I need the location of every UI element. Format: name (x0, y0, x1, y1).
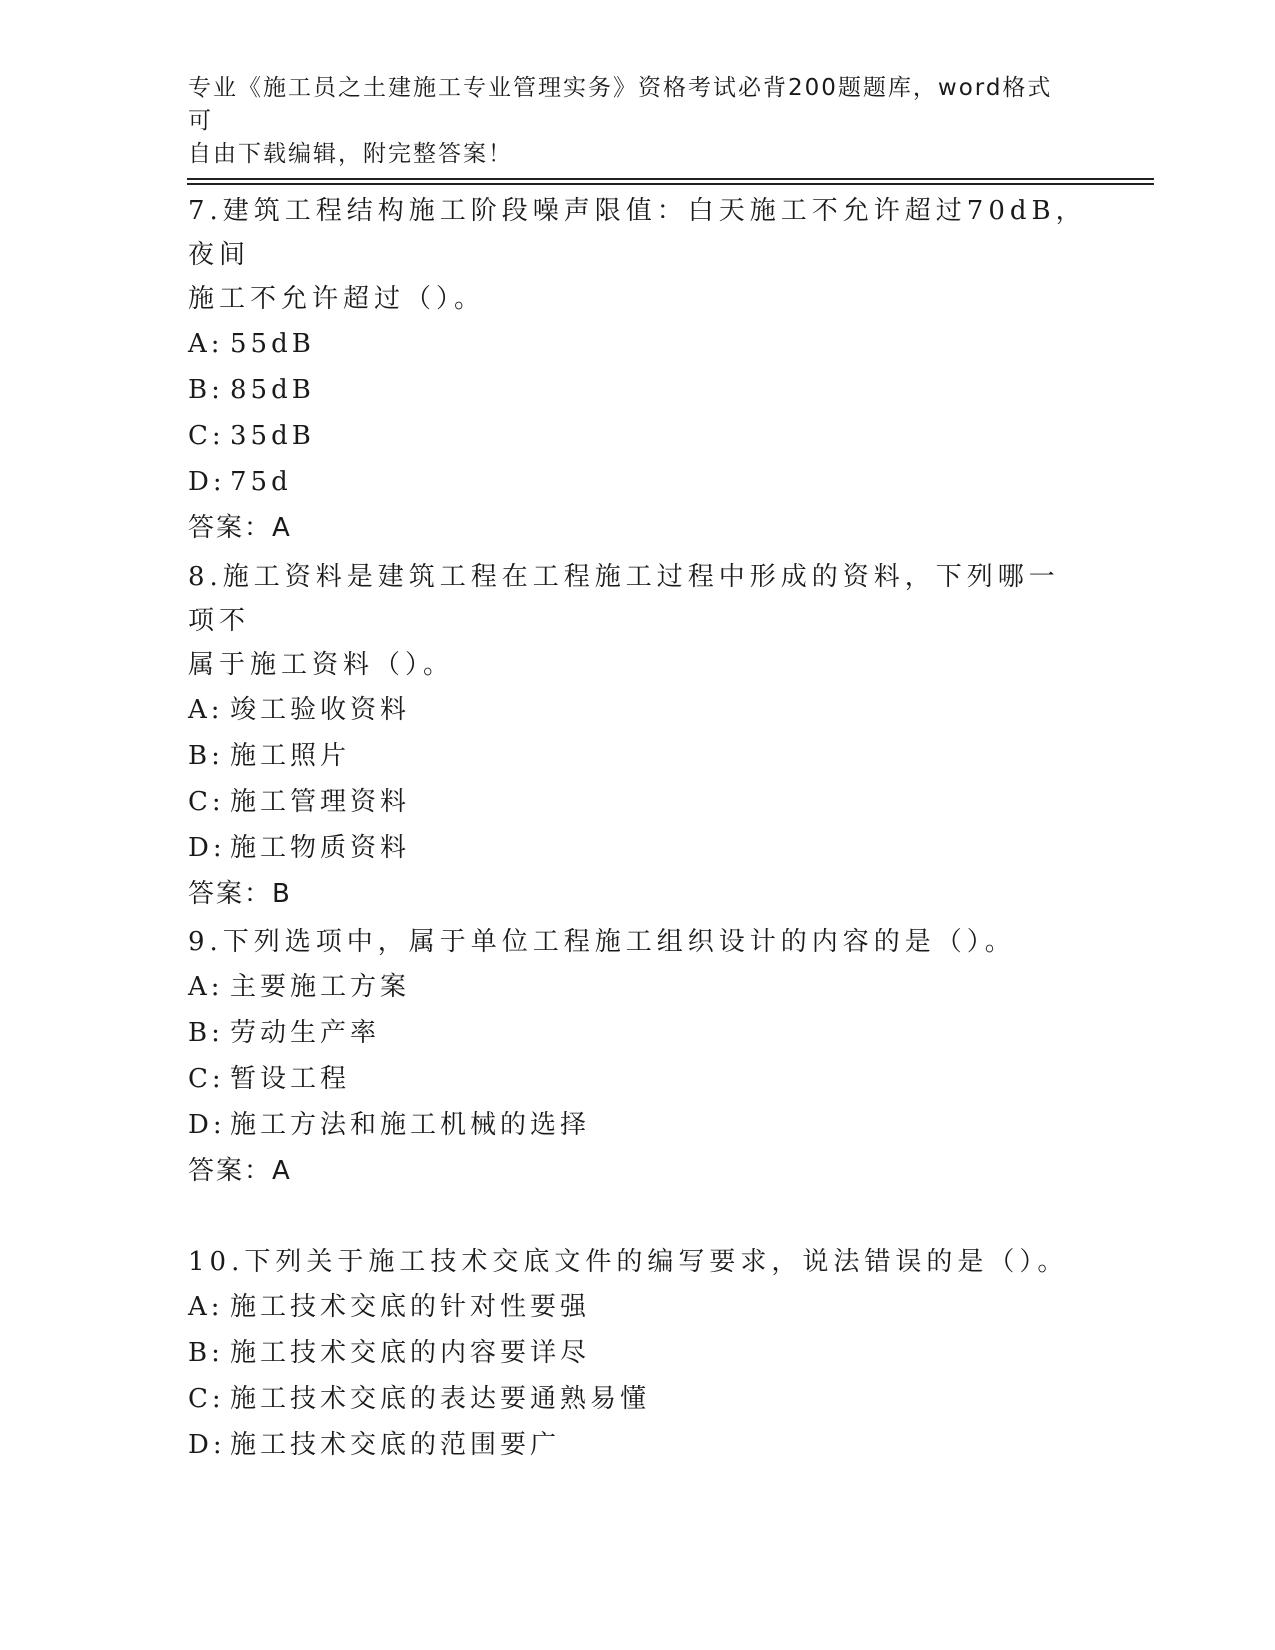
option-d (188, 825, 1088, 871)
option-key: B: (188, 1338, 224, 1368)
header-divider-bottom (187, 183, 1154, 185)
option-key: A: (188, 1292, 224, 1322)
header-line-2: 自由下载编辑，附完整答案！ (188, 141, 513, 167)
option-c (188, 779, 1088, 825)
option-b (188, 1330, 1088, 1376)
option-c (188, 1376, 1088, 1422)
option-key: A: (188, 695, 224, 725)
question-stem: 7.建筑工程结构施工阶段噪声限值：白天施工不允许超过70dB，夜间 (188, 196, 1087, 270)
option-text: 劳动生产率 (230, 1018, 381, 1048)
option-text: 55dB (230, 329, 315, 359)
option-b (188, 733, 1088, 779)
option-key: A: (188, 329, 224, 359)
option-text: 施工技术交底的表达要通熟易懂 (230, 1384, 651, 1414)
option-d (188, 459, 1088, 505)
option-b (188, 1010, 1088, 1056)
option-text: 85dB (230, 375, 315, 405)
option-text: 35dB (230, 421, 315, 451)
option-a (188, 964, 1088, 1010)
option-text: 施工管理资料 (230, 787, 411, 817)
option-key: B: (188, 741, 224, 771)
option-text: 竣工验收资料 (230, 695, 411, 725)
option-c (188, 413, 1088, 459)
header-divider-top (187, 178, 1154, 180)
option-text: 施工技术交底的范围要广 (230, 1430, 561, 1460)
option-key: C: (188, 421, 225, 451)
option-key: D: (188, 833, 226, 863)
answer: 答案：A (188, 513, 292, 543)
option-key: A: (188, 972, 224, 1002)
option-c (188, 1056, 1088, 1102)
option-d (188, 1422, 1088, 1468)
question-stem-continued: 属于施工资料（）。 (188, 650, 455, 680)
question-8 (188, 555, 1088, 917)
option-b (188, 367, 1088, 413)
question-stem-continued: 施工不允许超过（）。 (188, 284, 486, 314)
option-key: D: (188, 467, 226, 497)
option-a (188, 1284, 1088, 1330)
question-stem: 10.下列关于施工技术交底文件的编写要求，说法错误的是（）。 (188, 1247, 1069, 1277)
option-text: 主要施工方案 (230, 972, 411, 1002)
option-text: 暂设工程 (230, 1064, 351, 1094)
option-key: C: (188, 787, 225, 817)
option-key: B: (188, 375, 224, 405)
question-10 (188, 1240, 1088, 1468)
answer: 答案：A (188, 1156, 292, 1186)
document-header (188, 72, 1068, 171)
option-text: 施工物质资料 (230, 833, 411, 863)
option-key: C: (188, 1064, 225, 1094)
option-text: 施工技术交底的内容要详尽 (230, 1338, 591, 1368)
option-key: D: (188, 1430, 226, 1460)
question-7 (188, 189, 1088, 551)
option-text: 75d (230, 467, 292, 497)
answer: 答案：B (188, 879, 292, 909)
option-text: 施工技术交底的针对性要强 (230, 1292, 591, 1322)
header-line-1: 专业《施工员之土建施工专业管理实务》资格考试必背200题题库，word格式可 (188, 75, 1053, 134)
question-stem: 8.施工资料是建筑工程在工程施工过程中形成的资料，下列哪一项不 (188, 562, 1060, 636)
option-d (188, 1102, 1088, 1148)
option-text: 施工方法和施工机械的选择 (230, 1110, 591, 1140)
option-key: D: (188, 1110, 226, 1140)
question-stem: 9.下列选项中，属于单位工程施工组织设计的内容的是（）。 (188, 927, 1016, 957)
option-key: C: (188, 1384, 225, 1414)
option-key: B: (188, 1018, 224, 1048)
option-a (188, 321, 1088, 367)
option-a (188, 687, 1088, 733)
option-text: 施工照片 (230, 741, 351, 771)
question-9 (188, 920, 1088, 1194)
